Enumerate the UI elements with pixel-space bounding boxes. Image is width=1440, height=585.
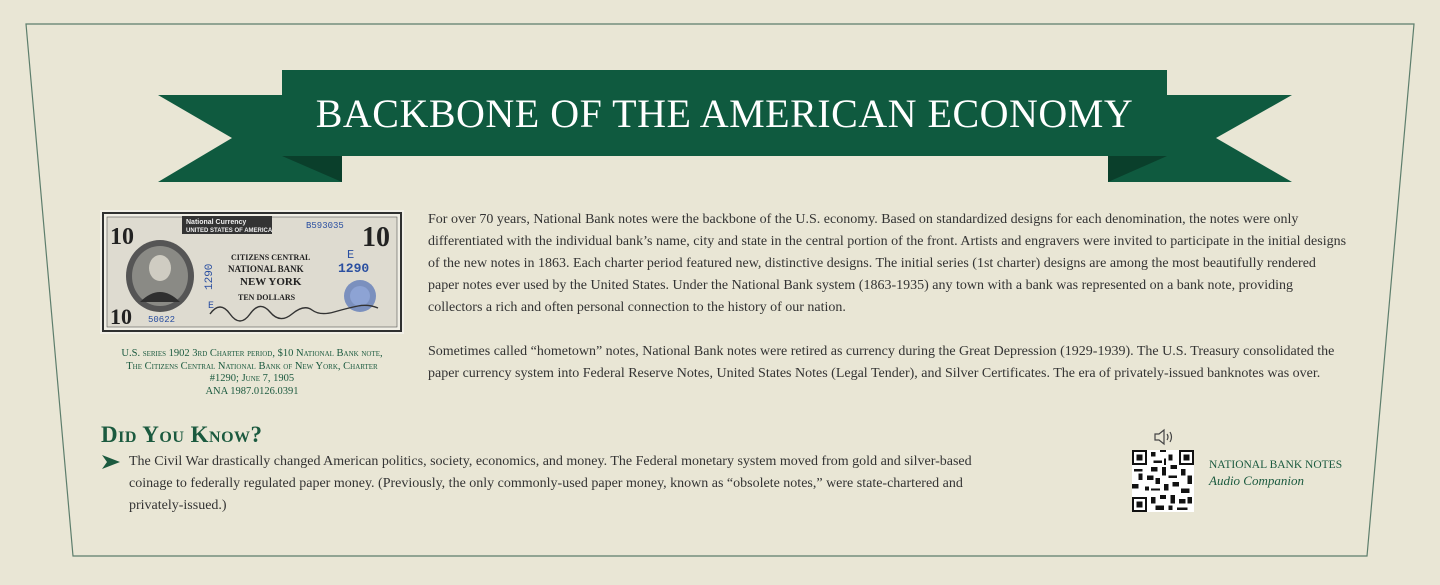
note-bank-line2: NATIONAL BANK	[228, 264, 304, 274]
note-bank-line1: CITIZENS CENTRAL	[231, 253, 311, 262]
did-you-know-text: The Civil War drastically changed American politics, society, economics, and money. The Federal monetary system moved from gold and silver-based coinage to federally regulated paper money. (Previously, the only commonly-used paper money, known as “obsolete notes,” were state-chartered and privately-issued.)	[129, 454, 972, 513]
caption-line-2: The Citizens Central National Bank of New York, Charter	[126, 360, 378, 372]
arrow-bullet-icon	[102, 455, 120, 469]
audio-subtitle: Audio Companion	[1209, 473, 1304, 488]
note-bottom-serial: 50622	[148, 315, 176, 325]
note-letter-right: E	[347, 248, 355, 262]
caption-line-4: ANA 1987.0126.0391	[205, 385, 299, 397]
speaker-icon	[1153, 428, 1175, 446]
note-denomination-top-left: 10	[110, 224, 134, 250]
note-bank-line3: NEW YORK	[240, 276, 302, 288]
body-text	[428, 209, 1348, 407]
paragraph-2: Sometimes called “hometown” notes, National Bank notes were retired as currency during the Great Depression (1929-1939). The U.S. Treasury consolidated the paper currency system into Federal Reserve Notes, United States Notes (Legal Tender), and Silver Certificates. The era of privately-issued banknotes was over.	[428, 344, 1335, 381]
caption-line-1: U.S. series 1902 3rd Charter period, $10 National Bank note,	[121, 348, 383, 359]
note-amount-text: TEN DOLLARS	[238, 293, 296, 302]
banknote-image	[100, 210, 404, 334]
note-charter-left: 1290	[204, 263, 216, 290]
note-serial: B593035	[306, 221, 344, 231]
note-letter-left: E	[208, 301, 215, 312]
caption-line-3: #1290; June 7, 1905	[209, 373, 295, 384]
note-header-line2: UNITED STATES OF AMERICA	[186, 228, 273, 234]
note-denomination-top-right: 10	[362, 222, 390, 253]
audio-title: NATIONAL BANK NOTES	[1209, 459, 1343, 471]
note-caption	[96, 348, 408, 398]
banner-title: BACKBONE OF THE AMERICAN ECONOMY	[315, 90, 1134, 136]
audio-companion-label	[1209, 458, 1342, 488]
note-denomination-bottom-left: 10	[110, 304, 132, 329]
note-header-left: National Currency	[186, 219, 247, 226]
qr-code-icon[interactable]	[1132, 450, 1194, 512]
did-you-know-title: Did You Know?	[101, 422, 263, 447]
paragraph-1: For over 70 years, National Bank notes were the backbone of the U.S. economy. Based on standardized designs for each denomination, the notes were only differentiated with the individual bank’s name, city and state in the central portion of the front. Artists and engravers were invited to participate in the initial designs of the new notes in 1863. Each charter period featured new, distinctive designs. The initial series (1st charter) designs are among the most beautifully rendered paper notes ever used by the United States. Under the National Bank system (1863-1935) any town with a bank was represented on a bank note, providing collectors a rich and often personal connection to the history of our nation.	[428, 212, 1347, 315]
note-charter-right: 1290	[338, 261, 370, 276]
